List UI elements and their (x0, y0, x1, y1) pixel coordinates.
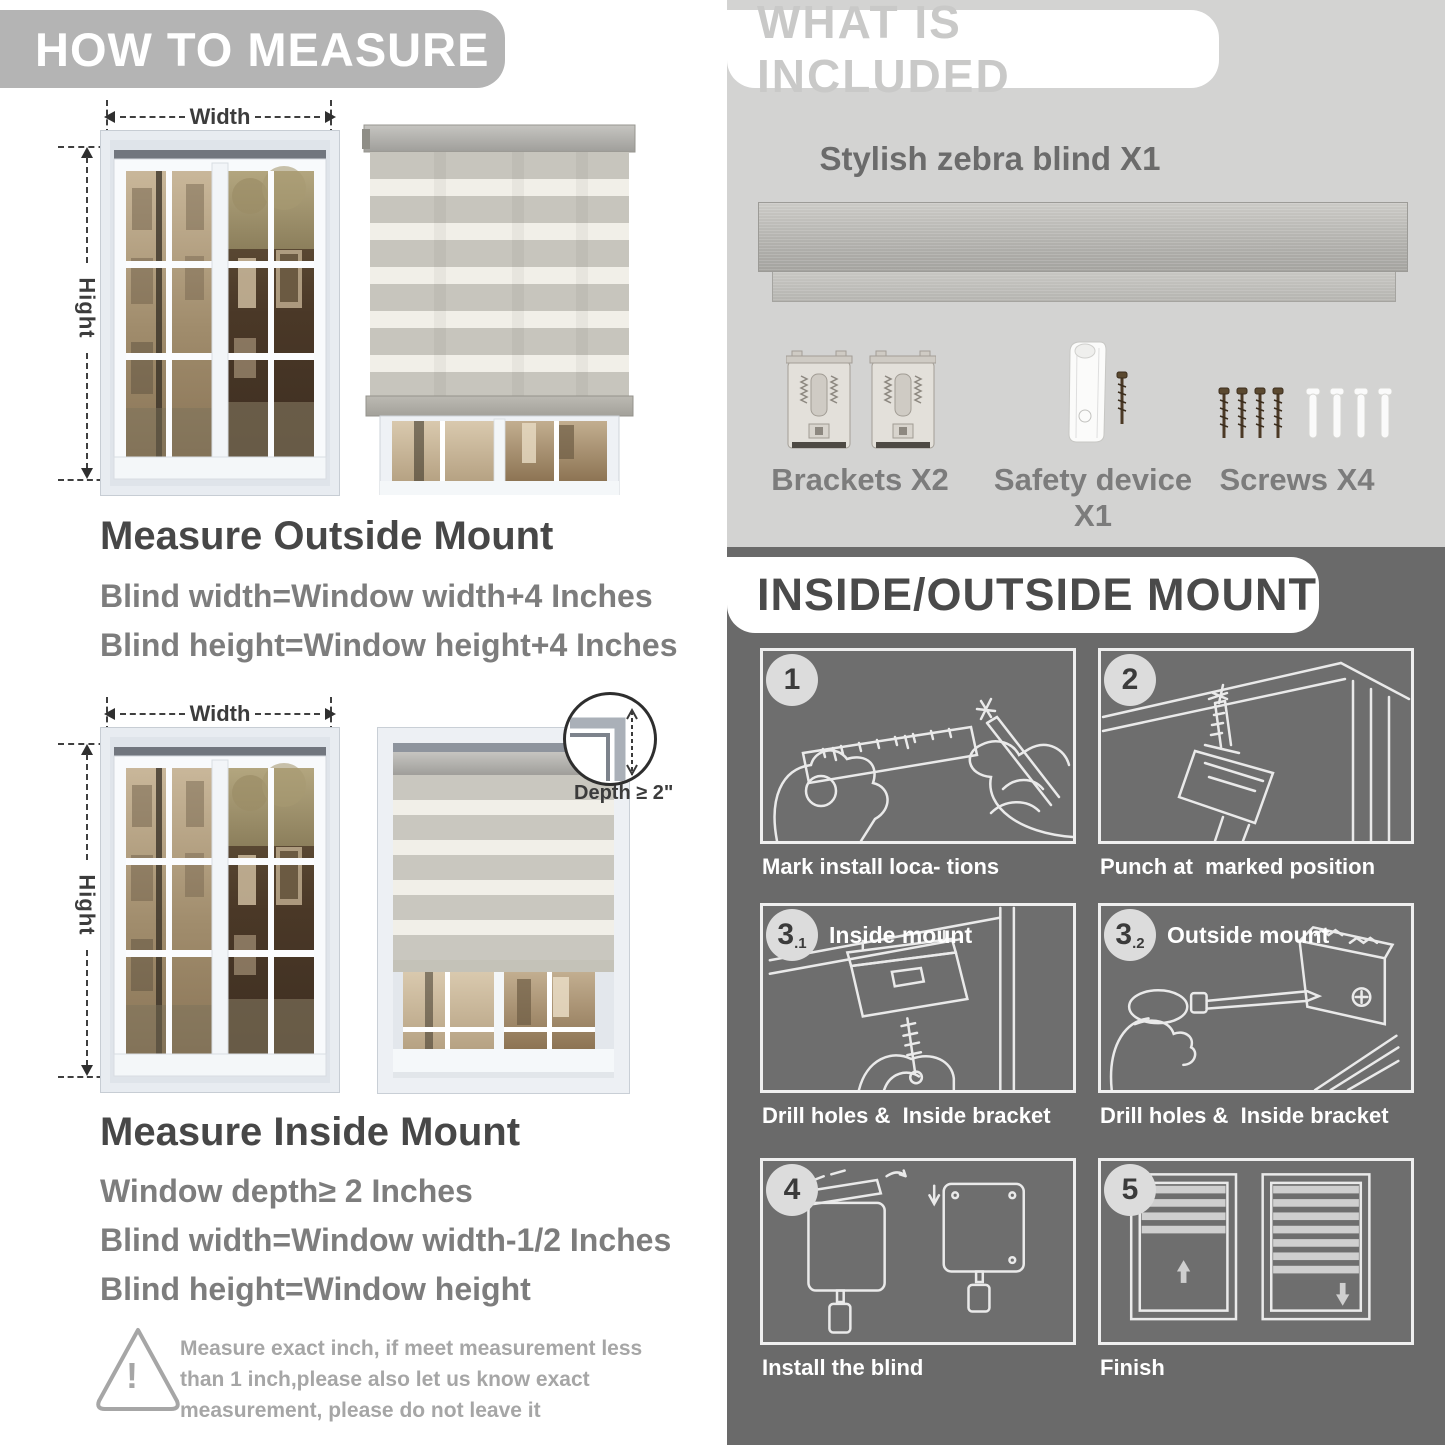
step-badge-5: 5 (1104, 1164, 1156, 1216)
warning-text: Measure exact inch, if meet measurement less than 1 inch,please also let us know exact measurement, please do not leave it (180, 1337, 643, 1422)
measure-inside-title: Measure Inside Mount (100, 1110, 521, 1154)
inside-rule-width: Blind width=Window width-1/2 Inches (100, 1222, 672, 1258)
brackets-label: Brackets X2 (771, 462, 949, 497)
step-caption-1: Mark install loca- tions (762, 854, 1000, 879)
inside-outside-mount-title: INSIDE/OUTSIDE MOUNT (757, 569, 1318, 620)
warning-icon (92, 1322, 184, 1416)
arrow-right-icon (325, 708, 336, 720)
arrow-left-icon (104, 111, 115, 123)
brackets-icon (786, 350, 936, 458)
how-to-measure-header (0, 10, 505, 88)
step-badge-3-1: 3 .1 (766, 909, 818, 961)
zebra-blind-label: Stylish zebra blind X1 (819, 140, 1161, 177)
step-badge-4: 4 (766, 1164, 818, 1216)
height-label: Hight (75, 277, 101, 339)
step-title-3-2: Outside mount (1167, 922, 1330, 948)
outside-rule-height: Blind height=Window height+4 Inches (100, 627, 678, 663)
arrow-down-icon (81, 1065, 93, 1076)
step-panel-3-2 (1098, 903, 1414, 1093)
arrow-down-icon (81, 468, 93, 479)
arrow-right-icon (325, 111, 336, 123)
window-illustration-outside (100, 130, 340, 496)
height-label-wrap (74, 263, 100, 353)
step-panel-4 (760, 1158, 1076, 1345)
height-label-wrap-2 (74, 860, 100, 950)
step-title-3-1: Inside mount (829, 922, 973, 948)
step-badge-2: 2 (1104, 654, 1156, 706)
magnifier-icon (563, 692, 657, 786)
step-caption-2: Punch at marked position (1100, 854, 1376, 879)
inside-rule-depth: Window depth≥ 2 Inches (100, 1173, 473, 1209)
outside-rule-width: Blind width=Window width+4 Inches (100, 578, 653, 614)
width-arrow (104, 104, 336, 130)
inside-rule-height: Blind height=Window height (100, 1271, 531, 1307)
width-arrow-2 (104, 701, 336, 727)
depth-label: Depth ≥ 2" (574, 782, 674, 804)
what-is-included-title: WHAT IS INCLUDED (757, 0, 1011, 102)
width-label: Width (189, 104, 251, 129)
safety-device-icon (1062, 338, 1132, 448)
step-caption-3-1: Drill holes & Inside bracket (762, 1103, 1051, 1128)
step-panel-1 (760, 648, 1076, 844)
inside-outside-mount-header (727, 557, 1319, 633)
what-is-included-header (727, 0, 1219, 102)
arrow-left-icon (104, 708, 115, 720)
how-to-measure-title: HOW TO MEASURE (35, 22, 490, 76)
zebra-blind-headrail-image (758, 202, 1408, 272)
depth-detail-art (566, 695, 654, 783)
step-caption-3-2: Drill holes & Inside bracket (1100, 1103, 1389, 1128)
screws-label: Screws X4 (1219, 462, 1375, 497)
step-panel-2 (1098, 648, 1414, 844)
safety-device-label: Safety device X1 (993, 462, 1193, 533)
blind-illustration-outside (362, 123, 637, 495)
step-caption-5: Finish (1100, 1355, 1165, 1380)
warning-exclamation: ! (126, 1355, 138, 1396)
step-badge-3-2: 3 .2 (1104, 909, 1156, 961)
zebra-blind-headrail-flange (772, 272, 1396, 302)
screws-anchors-icon (1218, 384, 1398, 444)
width-label-2: Width (189, 701, 251, 726)
height-label-2: Hight (75, 874, 101, 936)
measure-outside-title: Measure Outside Mount (100, 514, 554, 558)
step-panel-3-1 (760, 903, 1076, 1093)
step-caption-4: Install the blind (762, 1355, 924, 1380)
step-panel-5 (1098, 1158, 1414, 1345)
window-illustration-inside (100, 727, 340, 1093)
step-badge-1: 1 (766, 654, 818, 706)
